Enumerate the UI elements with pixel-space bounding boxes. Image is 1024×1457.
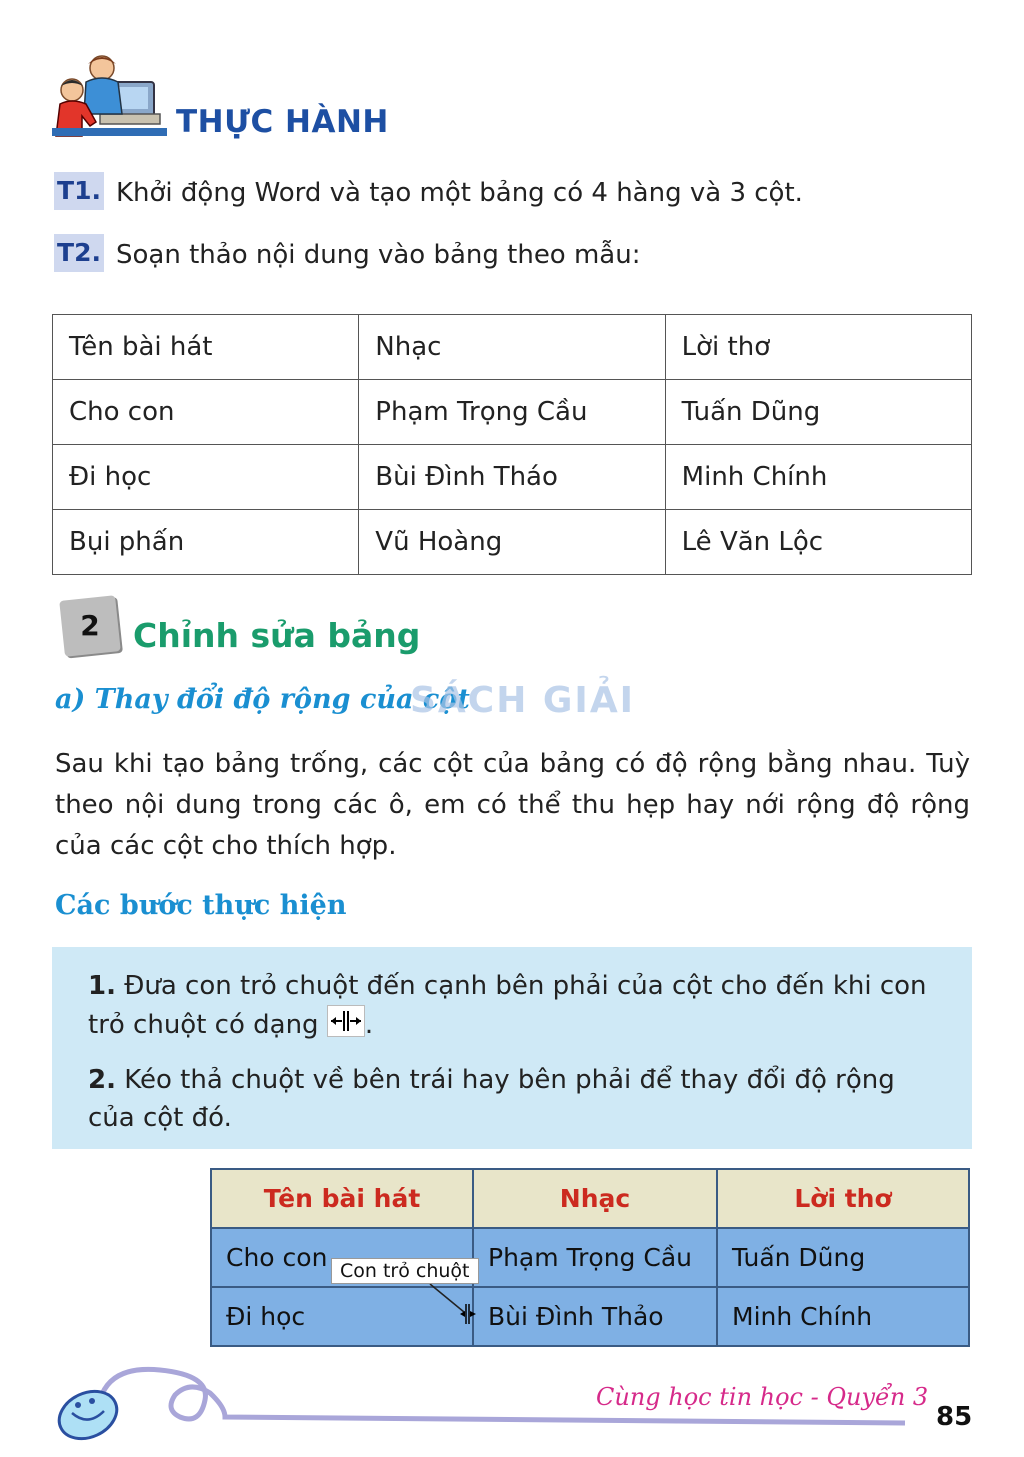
subheading: a) Thay đổi độ rộng của cột (55, 684, 470, 715)
watermark: SÁCH GIẢI (410, 680, 636, 721)
song-table (52, 314, 972, 575)
table-cell: Tuấn Dũng (665, 380, 971, 445)
table-cell: Phạm Trọng Cầu (359, 380, 665, 445)
body-paragraph: Sau khi tạo bảng trống, các cột của bảng có độ rộng bằng nhau. Tuỳ theo nội dung trong các ô, em có thể thu hẹp hay nới rộng độ rộng của các cột cho thích hợp. (55, 749, 970, 861)
step-1 (88, 967, 948, 1044)
step-text: Đưa con trỏ chuột đến cạnh bên phải của cột cho đến khi con trỏ chuột có dạng (88, 971, 927, 1040)
task-text-t1: Khởi động Word và tạo một bảng có 4 hàng và 3 cột. (116, 178, 803, 208)
footer-book-title: Cùng học tin học - Quyển 3 (596, 1383, 929, 1411)
tooltip: Con trỏ chuột (331, 1258, 479, 1284)
steps-box (52, 947, 972, 1149)
step-2 (88, 1061, 948, 1137)
table-row (211, 1287, 969, 1346)
header-cell: Lời thơ (717, 1169, 969, 1228)
table-cell: Tên bài hát (53, 315, 359, 380)
table-row (53, 445, 972, 510)
table-cell: Nhạc (359, 315, 665, 380)
table-row (53, 380, 972, 445)
table-row (53, 315, 972, 380)
table-cell: Minh Chính (665, 445, 971, 510)
header-cell: Tên bài hát (211, 1169, 473, 1228)
page-number: 85 (936, 1402, 973, 1432)
table-cell: Cho con (211, 1228, 473, 1287)
task-badge-t2: T2. (54, 234, 104, 272)
table-row (53, 510, 972, 575)
task-text-t2: Soạn thảo nội dung vào bảng theo mẫu: (116, 240, 641, 270)
step-number: 1. (88, 971, 116, 1001)
table-cell: Bùi Đình Thảo (473, 1287, 717, 1346)
table-cell: Bùi Đình Tháo (359, 445, 665, 510)
table-cell: Bụi phấn (53, 510, 359, 575)
table-cell: Lê Văn Lộc (665, 510, 971, 575)
task-badge-t1: T1. (54, 172, 104, 210)
table-cell: Phạm Trọng Cầu (473, 1228, 717, 1287)
table-cell: Vũ Hoàng (359, 510, 665, 575)
header-cell: Nhạc (473, 1169, 717, 1228)
section-title: THỰC HÀNH (176, 104, 389, 140)
table-cell: Lời thơ (665, 315, 971, 380)
table-header-row (211, 1169, 969, 1228)
step-number: 2. (88, 1065, 116, 1095)
section-heading: Chỉnh sửa bảng (133, 616, 421, 655)
kids-computer-icon (52, 52, 167, 138)
step-text-end: . (364, 1010, 374, 1040)
table-row (211, 1228, 969, 1287)
table-cell: Minh Chính (717, 1287, 969, 1346)
table-cell: Đi học (53, 445, 359, 510)
steps-heading: Các bước thực hiện (55, 890, 347, 921)
table-cell: Đi học (211, 1287, 473, 1346)
tooltip-pointer (420, 1278, 480, 1328)
table-cell: Cho con (53, 380, 359, 445)
example-table (210, 1168, 970, 1347)
section-number: 2 (80, 609, 100, 642)
resize-cursor-icon (327, 1005, 365, 1037)
step-text: Kéo thả chuột về bên trái hay bên phải để thay đổi độ rộng của cột đó. (88, 1065, 895, 1133)
table-cell: Tuấn Dũng (717, 1228, 969, 1287)
